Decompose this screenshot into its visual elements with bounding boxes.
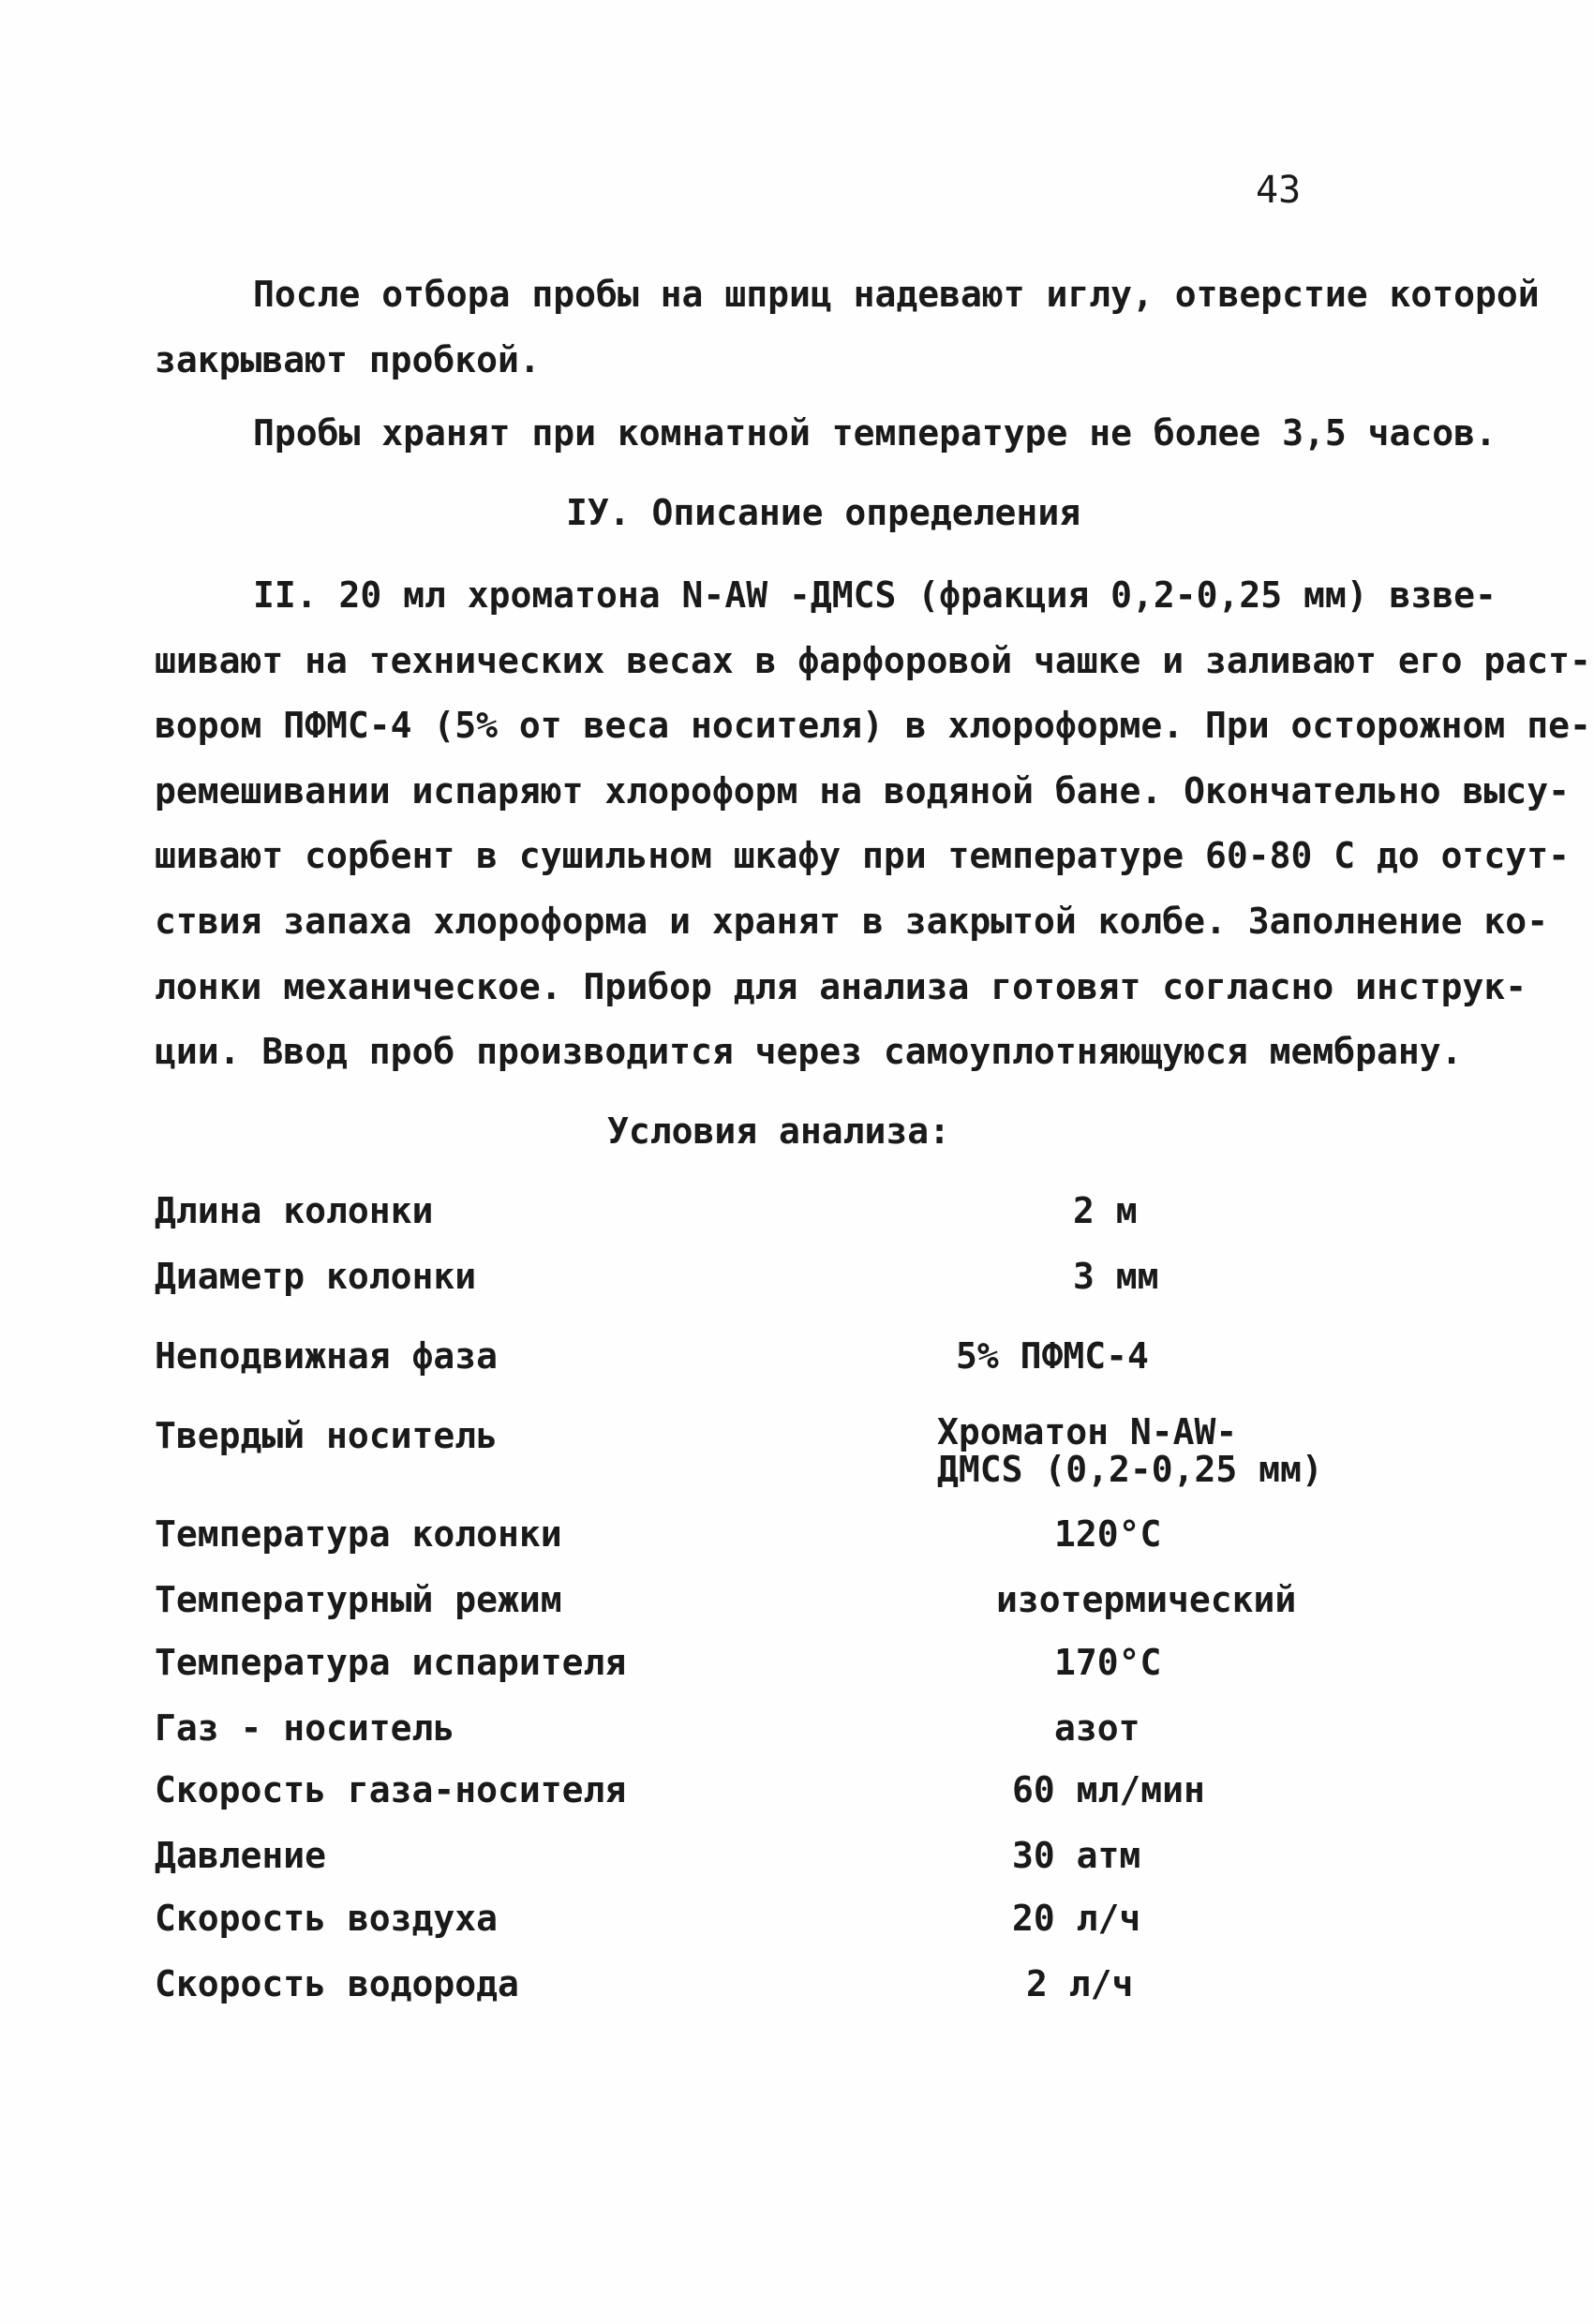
condition-value: 20 л/ч [1012, 1898, 1141, 1939]
condition-value: 30 атм [1012, 1835, 1141, 1876]
condition-value [937, 1413, 1323, 1488]
condition-label: Давление [155, 1835, 327, 1876]
condition-value: изотермический [996, 1579, 1297, 1620]
paragraph-line: шивают на технических весах в фарфоровой чашке и заливают его раст- [155, 640, 1591, 681]
condition-label: Скорость воздуха [155, 1898, 499, 1939]
section-heading: IУ. Описание определения [566, 492, 1081, 533]
paragraph-line: II. 20 мл хроматона N-AW -ДМCS (фракция 0,2-0,25 мм) взве- [253, 574, 1497, 616]
conditions-heading: Условия анализа: [607, 1110, 951, 1152]
paragraph-line: ции. Ввод проб производится через самоуплотняющуюся мембрану. [155, 1031, 1463, 1072]
condition-label: Газ - носитель [155, 1707, 455, 1749]
condition-value: 2 л/ч [1026, 1963, 1134, 2004]
paragraph-line: вором ПФМС-4 (5% от веса носителя) в хлороформе. При осторожном пе- [155, 705, 1591, 746]
condition-value: азот [1054, 1707, 1140, 1749]
condition-value: 170°С [1054, 1642, 1162, 1683]
condition-label: Длина колонки [155, 1190, 434, 1231]
condition-value: 120°С [1054, 1513, 1162, 1555]
condition-value: 5% ПФМС-4 [956, 1335, 1149, 1377]
paragraph-line: шивают сорбент в сушильном шкафу при температуре 60-80 С до отсут- [155, 835, 1570, 876]
condition-label: Скорость водорода [155, 1963, 519, 2004]
condition-label: Температура испарителя [155, 1642, 627, 1683]
condition-label: Диаметр колонки [155, 1256, 477, 1297]
condition-label: Неподвижная фаза [155, 1335, 499, 1377]
condition-value: 60 мл/мин [1012, 1769, 1205, 1810]
paragraph-line: Пробы хранят при комнатной температуре не более 3,5 часов. [253, 412, 1497, 454]
condition-value: 2 м [1073, 1190, 1138, 1231]
condition-label: Температура колонки [155, 1513, 562, 1555]
paragraph-line: ремешивании испаряют хлороформ на водяной бане. Окончательно высу- [155, 770, 1570, 812]
condition-value-line: Хроматон N-AW- [937, 1411, 1238, 1452]
paragraph-line: После отбора пробы на шприц надевают иглу, отверстие которой [253, 274, 1540, 315]
condition-value: 3 мм [1073, 1256, 1159, 1297]
condition-value-line: ДМCS (0,2-0,25 мм) [937, 1449, 1323, 1490]
paragraph-line: закрывают пробкой. [155, 339, 541, 380]
paragraph-line: лонки механическое. Прибор для анализа готовят согласно инструк- [155, 966, 1527, 1007]
paragraph-line: ствия запаха хлороформа и хранят в закрытой колбе. Заполнение ко- [155, 901, 1549, 942]
condition-label: Скорость газа-носителя [155, 1769, 627, 1810]
condition-label: Твердый носитель [155, 1415, 499, 1456]
page-number: 43 [1256, 169, 1302, 212]
condition-label: Температурный режим [155, 1579, 562, 1620]
